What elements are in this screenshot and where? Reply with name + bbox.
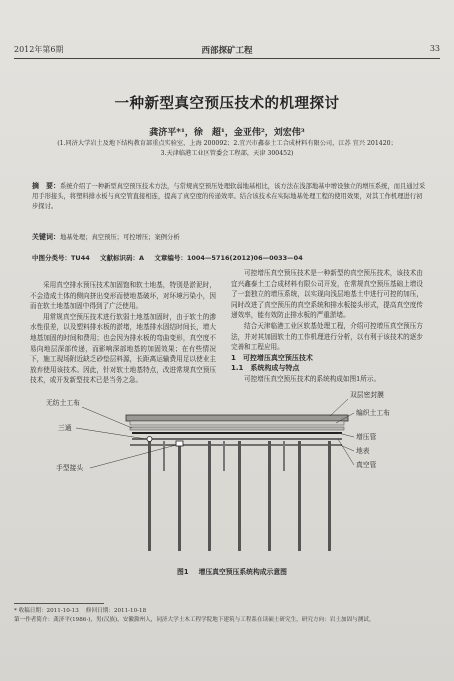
- hand-joint-mark: [176, 441, 183, 446]
- label-pressure-pipe: 增压管: [356, 433, 377, 441]
- section-heading-1-1: 1.1 系统构成与特点: [231, 364, 300, 373]
- system-diagram: [30, 375, 420, 575]
- right-paragraph-1: 可控增压真空预压技术是一种新型的真空预压技术，该技术由宜兴鑫泰土工合成材料有限公司开发，在常规真空预压基础上增设了一套独立的增压系统，以实现向浅层地基土中进行可控的加压，同时改进了真空预压的真空系统和排水板接头形式，提高真空度传递效率，能有效防止排水板的严重淤堵。: [231, 269, 423, 320]
- article-number: 文章编号：1004—5716(2012)06—0033—04: [154, 254, 303, 262]
- pressure-branch: [283, 441, 285, 471]
- intro-paragraph-1: 采用真空排水预压技术加固饱和软土地基，特别是淤泥时，不会造成土体的侧向挤出变形而使地基破坏，对环境污染小，因而在软土地基加固中得到了广泛使用。: [30, 281, 216, 311]
- drain-board: [298, 441, 301, 551]
- woven-geotextile: [130, 421, 344, 425]
- author-list: 龚济平*¹，徐 超¹，金亚伟²，刘宏伟³: [149, 128, 305, 138]
- drain-boards: [148, 441, 331, 551]
- keywords-label: 关键词：: [32, 233, 60, 241]
- leader-line: [338, 439, 354, 465]
- received-date: * 收稿日期：2011-10-13: [14, 608, 79, 614]
- right-paragraph-2: 结合天津临港工业区软基处理工程，介绍可控增压真空预压方法，并对其加固软土的工作机理进行分析，以有利于该技术的逐步完善和工程应用。: [231, 321, 423, 352]
- keywords-block: [32, 232, 428, 243]
- figure-caption: [0, 566, 454, 576]
- figure-title: 增压真空预压系统构成示意图: [198, 568, 287, 576]
- figure-number: 图1: [177, 568, 189, 576]
- intro-paragraph-2: 用常规真空预压技术进行软弱土地基加固时，由于软土的渗水性很差，以及塑料排水板的淤堵，地基排水固结时间长，增大地基加固的时间和费用；也会因为排水板的弯曲变形，真空度不易向地层深部传递，而影响深部地基的加固效果；在有些情况下，施工现场附近缺乏砂垫层料源，长距离运输费用足以使业主放弃使用该技术。因此，针对软土地基特点，改进常规真空预压技术，或开发新型技术已是当务之急。: [30, 312, 216, 385]
- label-nonwoven: 无纺土工布: [46, 399, 80, 407]
- drain-board: [328, 441, 331, 551]
- drain-board: [268, 441, 271, 551]
- leader-line: [82, 407, 132, 428]
- right-paragraph-3: 可控增压真空预压技术的系统构成如图1所示。: [244, 374, 381, 383]
- footnote-author: 第一作者简介：龚济平(1986-)，男(汉族)，安徽滁州人，同济大学土木工程学院地下建筑与工程系在读硕士研究生，研究方向：岩土加固与测试。: [14, 617, 375, 623]
- keywords-text: 地基处理；真空预压；可控增压；案例分析: [60, 234, 180, 241]
- drain-board: [238, 441, 241, 551]
- drain-board: [178, 441, 181, 551]
- header-rule: [14, 58, 440, 59]
- classification-line: [32, 253, 428, 262]
- affiliation-line-1: (1.同济大学岩土及地下结构教育部重点实验室，上海 200092；2.宜兴市鑫泰土工合成材料有限公司，江苏 宜兴 201420；: [57, 140, 397, 147]
- right-column: [231, 268, 423, 385]
- drain-board: [208, 441, 211, 551]
- revised-date: 修回日期：2011-10-18: [85, 608, 147, 614]
- footnote-dates: [14, 607, 440, 615]
- article-title: 一种新型真空预压技术的机理探讨: [114, 96, 340, 112]
- pressure-branch: [223, 441, 225, 471]
- leader-line: [338, 433, 354, 437]
- affiliation-line-2: 3.天津临港工业区管委会工程部，天津 300452): [160, 150, 294, 157]
- pressure-branch: [163, 441, 165, 471]
- clc-number: 中图分类号：TU44: [32, 254, 90, 262]
- label-double-membrane: 双层密封膜: [350, 391, 384, 399]
- running-header: [14, 44, 440, 58]
- double-seal-membrane: [126, 415, 348, 421]
- label-ground: 地表: [356, 447, 370, 455]
- label-woven: 编织土工布: [356, 409, 390, 417]
- abstract-label: 摘 要：: [32, 182, 60, 190]
- nonwoven-geotextile: [130, 427, 344, 430]
- label-tee: 三通: [58, 424, 72, 432]
- section-heading-1: 1 可控增压真空预压技术: [231, 353, 313, 362]
- abstract-block: [32, 181, 428, 212]
- document-code: 文献标识码：A: [100, 254, 145, 262]
- issue-label: 2012年第6期: [14, 45, 64, 54]
- journal-name: 西部探矿工程: [201, 46, 253, 56]
- footnote-rule: [14, 603, 104, 604]
- page-number: 33: [429, 44, 440, 53]
- label-hand-joint: 手型接头: [56, 464, 84, 472]
- tee-joint-mark: [147, 437, 152, 442]
- abstract-text: 系统介绍了一种新型真空预压技术方法，与常规真空预压处理软弱地基相比，该方法在浅部地基中增设独立的增压系统，而且通过采用手形接头，将塑料排水板与真空管直接相连，提高了真空度的传递效率。结合该技术在实际地基处理工程的使用效果，对其工作机理进行初步探讨。: [32, 183, 426, 210]
- leader-line: [330, 399, 348, 416]
- left-column: [30, 280, 216, 386]
- label-vacuum-pipe: 真空管: [356, 461, 377, 469]
- drain-board: [148, 441, 151, 551]
